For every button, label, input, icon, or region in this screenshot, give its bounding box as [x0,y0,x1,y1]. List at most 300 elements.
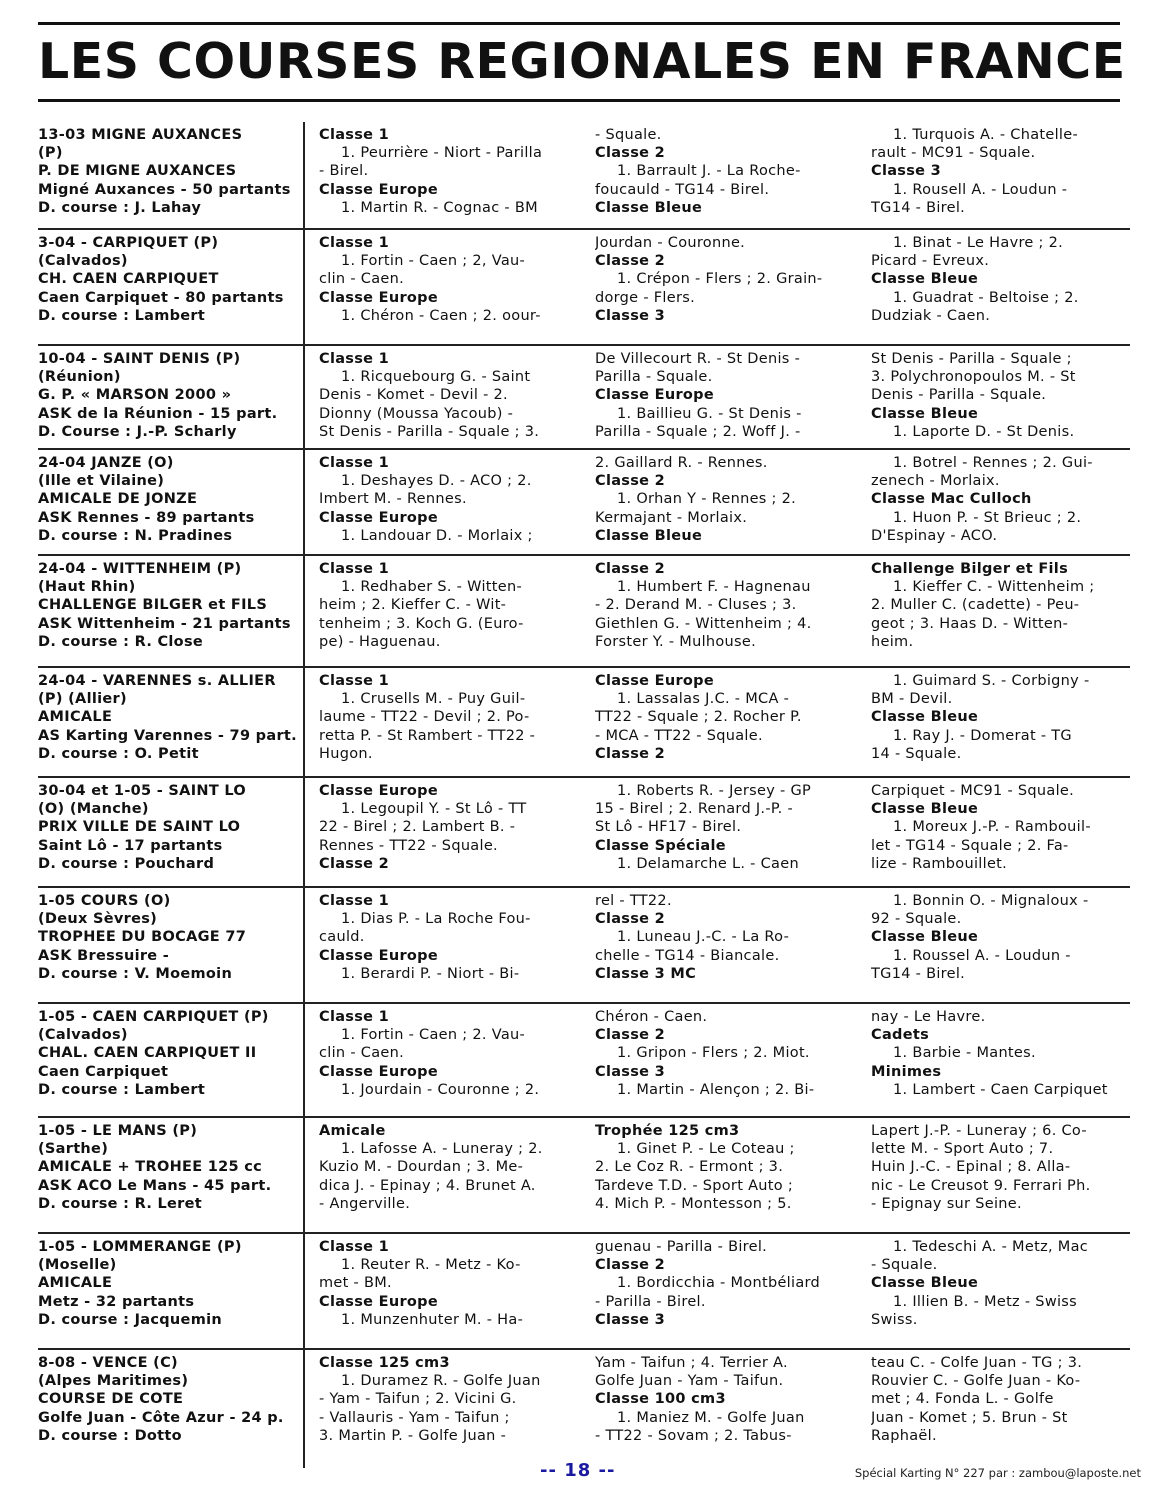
race-director: D. course : O. Petit [38,745,199,762]
result-line: lize - Rambouillet. [871,855,1008,872]
race-region: (Alpes Maritimes) [38,1373,189,1390]
result-line: 1. Ginet P. - Le Coteau ; [617,1141,795,1158]
result-line: Dudziak - Caen. [871,307,991,324]
result-line: pe) - Haguenau. [319,633,441,650]
result-line: 1. Martin - Alençon ; 2. Bi- [617,1081,815,1098]
race-entry [38,1350,1130,1468]
result-line: Denis - Komet - Devil - 2. [319,387,508,404]
race-director: D. course : J. Lahay [38,199,202,216]
race-region: (Ille et Vilaine) [38,473,165,490]
result-line: TG14 - Birel. [871,199,966,216]
race-region: (P) [38,145,63,162]
race-director: D. course : R. Leret [38,1195,202,1212]
race-date-place: 24-04 - WITTENHEIM (P) [38,561,242,577]
results-column [857,668,1133,776]
results-column [581,450,857,554]
result-line: 1. Guimard S. - Corbigny - [893,673,1090,689]
race-director: D. course : Lambert [38,307,206,324]
race-entry [38,346,1130,450]
result-line: 1. Munzenhuter M. - Ha- [341,1311,524,1328]
result-line: Yam - Taifun ; 4. Terrier A. [595,1355,788,1371]
result-line: - Birel. [319,163,369,180]
class-heading: Classe Europe [319,783,438,799]
result-line: 1. Laporte D. - St Denis. [893,423,1075,440]
result-line: 1. Humbert F. - Hagnenau [617,579,811,596]
results-column [581,1350,857,1468]
result-line: 1. Kieffer C. - Wittenheim ; [893,579,1095,596]
race-region: (Deux Sèvres) [38,911,158,928]
race-date-place: 1-05 - LOMMERANGE (P) [38,1239,242,1255]
result-line: 1. Roberts R. - Jersey - GP [617,783,812,799]
results-column [305,1118,581,1232]
result-line: 1. Berardi P. - Niort - Bi- [341,965,520,982]
result-line: 22 - Birel ; 2. Lambert B. - [319,819,516,836]
result-line: dorge - Flers. [595,289,695,306]
result-line: 1. Fortin - Caen ; 2, Vau- [341,253,526,270]
result-line: - TT22 - Sovam ; 2. Tabus- [595,1427,792,1444]
result-line: 1. Orhan Y - Rennes ; 2. [617,491,797,508]
result-line: 1. Chéron - Caen ; 2. oour- [341,307,541,324]
race-organizer: Metz - 32 partants [38,1293,195,1310]
page-number: -- 18 -- [540,1460,616,1481]
result-line: 1. Crépon - Flers ; 2. Grain- [617,271,823,288]
results-column [581,1234,857,1348]
results-column [857,1004,1133,1116]
class-heading: Cadets [871,1027,930,1044]
result-line: Parilla - Squale. [595,369,713,386]
race-event-name: AMICALE DE JONZE [38,491,198,508]
results-column [857,1118,1133,1232]
race-organizer: ASK Rennes - 89 partants [38,509,255,526]
class-heading: Classe 1 [319,1239,390,1255]
race-date-place: 8-08 - VENCE (C) [38,1355,178,1371]
race-header [38,888,305,1002]
race-entry [38,1234,1130,1350]
result-line: Parilla - Squale ; 2. Woff J. - [595,423,801,440]
results-column [581,122,857,228]
result-line: BM - Devil. [871,691,953,708]
class-heading: Classe 2 [595,145,666,162]
race-organizer: ASK Bressuire - [38,947,170,964]
race-entry [38,230,1130,346]
result-line: Imbert M. - Rennes. [319,491,467,508]
results-column [305,556,581,666]
race-event-name: PRIX VILLE DE SAINT LO [38,819,241,836]
results-column [581,346,857,448]
race-date-place: 30-04 et 1-05 - SAINT LO [38,783,247,799]
class-heading: Classe Europe [319,947,438,964]
result-line: 1. Illien B. - Metz - Swiss [893,1293,1078,1310]
result-line: - Epignay sur Seine. [871,1195,1022,1212]
result-line: Denis - Parilla - Squale. [871,387,1047,404]
results-column [581,888,857,1002]
result-line: Kermajant - Morlaix. [595,509,748,526]
race-organizer: AS Karting Varennes - 79 part. [38,727,297,744]
race-header [38,230,305,344]
class-heading: Classe Bleue [871,405,979,422]
result-line: 1. Baillieu G. - St Denis - [617,405,802,422]
race-results-list [38,122,1130,1468]
result-line: 1. Bonnin O. - Mignaloux - [893,893,1089,909]
race-entry [38,122,1130,230]
class-heading: Classe Bleue [871,929,979,946]
class-heading: Classe Europe [595,673,714,689]
race-organizer: Saint Lô - 17 partants [38,837,223,854]
result-line: 2. Muller C. (cadette) - Peu- [871,597,1080,614]
class-heading: Classe 2 [595,253,666,270]
result-line: 1. Guadrat - Beltoise ; 2. [893,289,1079,306]
result-line: laume - TT22 - Devil ; 2. Po- [319,709,530,726]
result-line: guenau - Parilla - Birel. [595,1239,768,1255]
results-column [857,230,1133,344]
result-line: 1. Moreux J.-P. - Rambouil- [893,819,1091,836]
race-region: (Sarthe) [38,1141,109,1158]
result-line: - Angerville. [319,1195,411,1212]
results-column [857,778,1133,886]
result-line: 1. Lassalas J.C. - MCA - [617,691,790,708]
result-line: 1. Fortin - Caen ; 2. Vau- [341,1027,526,1044]
class-heading: Classe 2 [319,855,390,872]
race-header [38,346,305,448]
result-line: cauld. [319,929,365,946]
result-line: 1. Reuter R. - Metz - Ko- [341,1257,521,1274]
results-column [305,1004,581,1116]
credit-email: zambou@laposte.net [1018,1466,1141,1480]
race-entry [38,1004,1130,1118]
title-rule-top [38,22,1120,25]
race-organizer: ASK ACO Le Mans - 45 part. [38,1177,272,1194]
page-title: LES COURSES REGIONALES EN FRANCE [38,33,1126,90]
result-line: Juan - Komet ; 5. Brun - St [871,1409,1068,1426]
class-heading: Minimes [871,1063,942,1080]
class-heading: Trophée 125 cm3 [595,1123,740,1139]
class-heading: Classe Europe [319,1293,438,1310]
result-line: 1. Turquois A. - Chatelle- [893,127,1078,143]
result-line: 2. Le Coz R. - Ermont ; 3. [595,1159,784,1176]
race-director: D. Course : J.-P. Scharly [38,423,237,440]
result-line: Kuzio M. - Dourdan ; 3. Me- [319,1159,524,1176]
result-line: TG14 - Birel. [871,965,966,982]
class-heading: Classe 125 cm3 [319,1355,450,1371]
result-line: met ; 4. Fonda L. - Golfe [871,1391,1054,1408]
race-event-name: AMICALE [38,1275,113,1292]
class-heading: Classe Europe [595,387,714,404]
results-column [305,450,581,554]
class-heading: Challenge Bilger et Fils [871,561,1069,577]
race-entry [38,778,1130,888]
result-line: 1. Tedeschi A. - Metz, Mac [893,1239,1089,1255]
race-region: (Moselle) [38,1257,117,1274]
result-line: 1. Binat - Le Havre ; 2. [893,235,1064,251]
class-heading: Classe 2 [595,1257,666,1274]
race-header [38,1004,305,1116]
result-line: 1. Peurrière - Niort - Parilla [341,145,543,162]
race-date-place: 1-05 - CAEN CARPIQUET (P) [38,1009,269,1025]
result-line: Swiss. [871,1311,918,1328]
class-heading: Classe Bleue [595,199,703,216]
class-heading: Classe 3 [595,1311,666,1328]
results-column [581,1118,857,1232]
race-organizer: Caen Carpiquet - 80 partants [38,289,284,306]
result-line: heim. [871,633,914,650]
results-column [581,1004,857,1116]
result-line: Lapert J.-P. - Luneray ; 6. Co- [871,1123,1087,1139]
class-heading: Classe 1 [319,235,390,251]
result-line: lette M. - Sport Auto ; 7. [871,1141,1054,1158]
race-header [38,122,305,228]
result-line: foucauld - TG14 - Birel. [595,181,770,198]
result-line: 2. Gaillard R. - Rennes. [595,455,768,471]
result-line: 1. Botrel - Rennes ; 2. Gui- [893,455,1093,471]
results-column [857,1350,1133,1468]
credit-text: Spécial Karting N° 227 par : [854,1466,1016,1480]
results-column [581,668,857,776]
result-line: - Squale. [595,127,662,143]
race-entry [38,450,1130,556]
result-line: 14 - Squale. [871,745,962,762]
class-heading: Classe 1 [319,127,390,143]
class-heading: Classe Bleue [595,527,703,544]
result-line: Forster Y. - Mulhouse. [595,633,757,650]
class-heading: Classe Europe [319,289,438,306]
race-organizer: ASK de la Réunion - 15 part. [38,405,278,422]
class-heading: Classe Europe [319,181,438,198]
result-line: 3. Polychronopoulos M. - St [871,369,1076,386]
result-line: 1. Barbie - Mantes. [893,1045,1036,1062]
class-heading: Classe Bleue [871,271,979,288]
result-line: 1. Crusells M. - Puy Guil- [341,691,526,708]
result-line: nay - Le Havre. [871,1009,986,1025]
result-line: Golfe Juan - Yam - Taifun. [595,1373,784,1390]
result-line: 1. Duramez R. - Golfe Juan [341,1373,541,1390]
result-line: 1. Rousell A. - Loudun - [893,181,1068,198]
result-line: 1. Ray J. - Domerat - TG [893,727,1072,744]
race-organizer: Golfe Juan - Côte Azur - 24 p. [38,1409,284,1426]
result-line: Rouvier C. - Golfe Juan - Ko- [871,1373,1081,1390]
result-line: D'Espinay - ACO. [871,527,998,544]
race-director: D. course : Pouchard [38,855,215,872]
race-header [38,450,305,554]
result-line: St Denis - Parilla - Squale ; 3. [319,423,540,440]
class-heading: Classe Europe [319,1063,438,1080]
race-entry [38,1118,1130,1234]
result-line: Rennes - TT22 - Squale. [319,837,498,854]
race-region: (Calvados) [38,253,128,270]
result-line: 1. Redhaber S. - Witten- [341,579,522,596]
race-header [38,556,305,666]
result-line: 1. Barrault J. - La Roche- [617,163,801,180]
class-heading: Classe Europe [319,509,438,526]
results-column [581,556,857,666]
class-heading: Classe Bleue [871,1275,979,1292]
results-column [305,778,581,886]
result-line: 92 - Squale. [871,911,962,928]
title-rule-bottom [38,99,1120,102]
class-heading: Classe 3 MC [595,965,697,982]
results-column [305,230,581,344]
result-line: rel - TT22. [595,893,672,909]
result-line: 1. Legoupil Y. - St Lô - TT [341,801,527,818]
result-line: - 2. Derand M. - Cluses ; 3. [595,597,797,614]
results-column [857,346,1133,448]
result-line: clin - Caen. [319,271,404,288]
result-line: 3. Martin P. - Golfe Juan - [319,1427,507,1444]
results-column [305,1350,581,1468]
race-organizer: Migné Auxances - 50 partants [38,181,291,198]
result-line: TT22 - Squale ; 2. Rocher P. [595,709,802,726]
result-line: dica J. - Epinay ; 4. Brunet A. [319,1177,536,1194]
race-event-name: COURSE DE COTE [38,1391,184,1408]
class-heading: Classe 3 [871,163,942,180]
race-header [38,1350,305,1468]
results-column [305,668,581,776]
result-line: Huin J.-C. - Epinal ; 8. Alla- [871,1159,1071,1176]
race-event-name: CHALLENGE BILGER et FILS [38,597,268,614]
result-line: geot ; 3. Haas D. - Witten- [871,615,1069,632]
result-line: Chéron - Caen. [595,1009,708,1025]
result-line: Jourdan - Couronne. [595,235,746,251]
result-line: 1. Bordicchia - Montbéliard [617,1275,821,1292]
race-region: (Réunion) [38,369,121,386]
race-region: (P) (Allier) [38,691,127,708]
race-region: (O) (Manche) [38,801,149,818]
race-date-place: 13-03 MIGNE AUXANCES [38,127,243,143]
result-line: - MCA - TT22 - Squale. [595,727,763,744]
race-event-name: TROPHEE DU BOCAGE 77 [38,929,247,946]
race-director: D. course : Lambert [38,1081,206,1098]
race-director: D. course : V. Moemoin [38,965,233,982]
result-line: 1. Luneau J.-C. - La Ro- [617,929,790,946]
race-organizer: ASK Wittenheim - 21 partants [38,615,291,632]
result-line: tenheim ; 3. Koch G. (Euro- [319,615,524,632]
class-heading: Classe 2 [595,473,666,490]
result-line: 1. Gripon - Flers ; 2. Miot. [617,1045,810,1062]
race-event-name: AMICALE + TROHEE 125 cc [38,1159,263,1176]
result-line: heim ; 2. Kieffer C. - Wit- [319,597,507,614]
race-date-place: 24-04 - VARENNES s. ALLIER [38,673,276,689]
class-heading: Classe 2 [595,911,666,928]
result-line: 1. Maniez M. - Golfe Juan [617,1409,805,1426]
result-line: St Denis - Parilla - Squale ; [871,351,1072,367]
race-event-name: CH. CAEN CARPIQUET [38,271,219,288]
result-line: let - TG14 - Squale ; 2. Fa- [871,837,1069,854]
result-line: 1. Ricquebourg G. - Saint [341,369,531,386]
race-entry [38,668,1130,778]
result-line: - Squale. [871,1257,938,1274]
result-line: 1. Delamarche L. - Caen [617,855,799,872]
results-column [305,122,581,228]
race-event-name: G. P. « MARSON 2000 » [38,387,232,404]
result-line: 1. Lafosse A. - Luneray ; 2. [341,1141,543,1158]
credit-line [855,1466,1141,1480]
race-director: D. course : N. Pradines [38,527,233,544]
result-line: 1. Martin R. - Cognac - BM [341,199,538,216]
race-event-name: CHAL. CAEN CARPIQUET II [38,1045,257,1062]
race-date-place: 3-04 - CARPIQUET (P) [38,235,219,251]
result-line: - Yam - Taifun ; 2. Vicini G. [319,1391,517,1408]
result-line: 1. Dias P. - La Roche Fou- [341,911,531,928]
race-region: (Haut Rhin) [38,579,136,596]
race-organizer: Caen Carpiquet [38,1063,169,1080]
results-column [857,122,1133,228]
race-director: D. course : Dotto [38,1427,182,1444]
result-line: zenech - Morlaix. [871,473,1000,490]
race-header [38,668,305,776]
result-line: 1. Lambert - Caen Carpiquet [893,1081,1108,1098]
class-heading: Classe Bleue [871,801,979,818]
results-column [857,450,1133,554]
results-column [305,346,581,448]
result-line: Hugon. [319,745,373,762]
result-line: chelle - TG14 - Biancale. [595,947,780,964]
result-line: Raphaël. [871,1427,937,1444]
result-line: met - BM. [319,1275,392,1292]
class-heading: Classe Mac Culloch [871,491,1032,508]
race-date-place: 10-04 - SAINT DENIS (P) [38,351,241,367]
result-line: rault - MC91 - Squale. [871,145,1036,162]
race-director: D. course : R. Close [38,633,204,650]
class-heading: Classe Bleue [871,709,979,726]
result-line: Dionny (Moussa Yacoub) - [319,405,514,422]
result-line: St Lô - HF17 - Birel. [595,819,742,836]
class-heading: Classe 1 [319,561,390,577]
race-region: (Calvados) [38,1027,128,1044]
result-line: 15 - Birel ; 2. Renard J.-P. - [595,801,794,818]
class-heading: Classe 100 cm3 [595,1391,726,1408]
class-heading: Classe Spéciale [595,837,726,854]
result-line: 1. Deshayes D. - ACO ; 2. [341,473,532,490]
result-line: Carpiquet - MC91 - Squale. [871,783,1075,799]
class-heading: Classe 1 [319,673,390,689]
class-heading: Classe 2 [595,561,666,577]
class-heading: Classe 1 [319,455,390,471]
class-heading: Classe 1 [319,893,390,909]
result-line: De Villecourt R. - St Denis - [595,351,801,367]
class-heading: Classe 3 [595,307,666,324]
race-entry [38,556,1130,668]
result-line: 1. Landouar D. - Morlaix ; [341,527,533,544]
result-line: 4. Mich P. - Montesson ; 5. [595,1195,792,1212]
race-date-place: 24-04 JANZE (O) [38,455,174,471]
result-line: teau C. - Colfe Juan - TG ; 3. [871,1355,1083,1371]
result-line: Picard - Evreux. [871,253,990,270]
race-entry [38,888,1130,1004]
race-header [38,1118,305,1232]
class-heading: Classe 3 [595,1063,666,1080]
result-line: 1. Roussel A. - Loudun - [893,947,1071,964]
race-date-place: 1-05 - LE MANS (P) [38,1123,198,1139]
race-header [38,1234,305,1348]
results-column [857,1234,1133,1348]
result-line: Tardeve T.D. - Sport Auto ; [595,1177,794,1194]
result-line: clin - Caen. [319,1045,404,1062]
results-column [581,230,857,344]
race-date-place: 1-05 COURS (O) [38,893,171,909]
race-event-name: AMICALE [38,709,113,726]
class-heading: Classe 1 [319,351,390,367]
race-header [38,778,305,886]
result-line: nic - Le Creusot 9. Ferrari Ph. [871,1177,1091,1194]
class-heading: Amicale [319,1123,386,1139]
result-line: - Vallauris - Yam - Taifun ; [319,1409,510,1426]
class-heading: Classe 2 [595,1027,666,1044]
results-column [581,778,857,886]
class-heading: Classe 2 [595,745,666,762]
result-line: - Parilla - Birel. [595,1293,706,1310]
result-line: retta P. - St Rambert - TT22 - [319,727,536,744]
result-line: 1. Huon P. - St Brieuc ; 2. [893,509,1082,526]
race-event-name: P. DE MIGNE AUXANCES [38,163,237,180]
